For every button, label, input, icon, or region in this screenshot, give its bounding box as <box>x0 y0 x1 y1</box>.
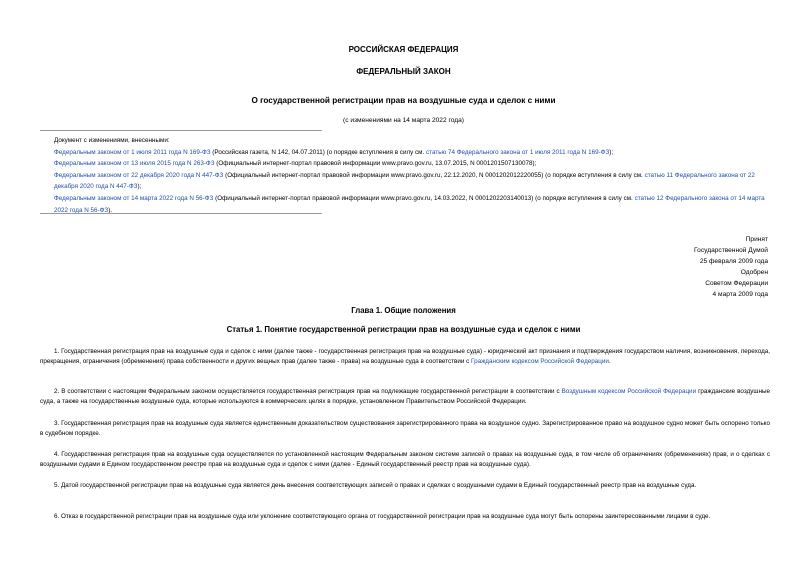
bottom-divider <box>40 213 322 214</box>
change-article-link[interactable]: статью 12 Федерального закона от 14 марта 2022 года N 56-ФЗ <box>54 194 765 214</box>
paragraph-5 <box>40 481 770 491</box>
top-divider <box>40 130 322 131</box>
paragraph-text: 4. Государственная регистрация прав на воздушные суда осуществляется по установленной настоящим Федеральным законом системе записей о правах на воздушные суда, в том числе об ограничениях (обременениях) прав, и о сделках с воздушными судами в Едином государственном реестре прав на воздушные суда и сделок с ними (далее - Единый государственный реестр прав на воздушные суда). <box>40 451 770 469</box>
edition-note: (с изменениями на 14 марта 2022 года) <box>343 117 464 124</box>
change-tail: ). <box>108 206 113 214</box>
change-article-link[interactable]: статью 11 Федерального закона от 22 декабря 2020 года N 447-ФЗ <box>54 171 755 191</box>
accepted-date: 25 февраля 2009 года <box>699 257 768 265</box>
change-item <box>40 170 770 193</box>
change-text: (Официальный интернет-портал правовой информации www.pravo.gov.ru, 22.12.2020, N 0001202012220055) (о порядке вступления в силу см. <box>223 171 645 179</box>
approved-label: Одобрен <box>740 268 768 276</box>
country-heading: РОССИЙСКАЯ ФЕДЕРАЦИЯ <box>348 45 459 54</box>
civil-code-link[interactable]: Гражданским кодексом Российской Федерации <box>471 358 609 366</box>
article-title: Статья 1. Понятие государственной регистрации прав на воздушные суда и сделок с ними <box>226 325 581 334</box>
change-text: (Российская газета, N 142, 04.07.2011) (о порядке вступления в силу см. <box>210 148 427 156</box>
paragraph-text: 6. Отказ в государственной регистрации прав на воздушные суда или уклонение соответствующего органа от государственной регистрации прав на воздушные суда могут быть оспорены заинтересованными лицами в суде. <box>54 513 711 520</box>
paragraph-text: 5. Датой государственной регистрации прав на воздушные суда является день внесения соответствующих записей о правах и сделках с воздушными судами в Единый государственный реестр прав на воздушные суда. <box>54 482 697 489</box>
paragraph-end: . <box>608 358 611 366</box>
adoption-block <box>694 235 768 300</box>
air-code-link[interactable]: Воздушным кодексом Российской Федерации <box>561 388 697 395</box>
change-article-link[interactable]: статью 74 Федерального закона от 1 июля 2011 года N 169-ФЗ <box>426 148 610 156</box>
change-text: (Официальный интернет-портал правовой информации www.pravo.gov.ru, 13.07.2015, N 0001201507130078); <box>214 160 537 168</box>
change-tail: ); <box>609 148 614 156</box>
change-law-link[interactable]: Федеральным законом от 13 июля 2015 года N 263-ФЗ <box>54 160 215 168</box>
change-text: (Официальный интернет-портал правовой информации www.pravo.gov.ru, 14.03.2022, N 0001202203140013) (о порядке вступления в силу см. <box>213 194 635 202</box>
changes-intro: Документ с изменениями, внесенными: <box>54 137 170 144</box>
paragraph-4 <box>40 450 770 471</box>
accepted-body: Государственной Думой <box>694 246 768 254</box>
change-item <box>40 147 770 159</box>
paragraph-end: гражданские воздушные суда, а также на государственные воздушные суда, которые используются в коммерческих целях в порядке, установленном Правительством Российской Федерации. <box>40 388 770 406</box>
change-law-link[interactable]: Федеральным законом от 1 июля 2011 года N 169-ФЗ <box>54 148 211 156</box>
approved-date: 4 марта 2009 года <box>712 290 768 298</box>
paragraph-text: 1. Государственная регистрация прав на воздушные суда и сделок с ними (далее также - государственная регистрация прав на воздушные суда) - юридический акт признания и подтверждения государством наличия, возникновения, перехода, прекращения, ограничения (обременения) права собственности и других вещных прав (далее также - права) на воздушные суда в соответствии с <box>40 348 770 366</box>
law-title: О государственной регистрации прав на воздушные суда и сделок с ними <box>251 96 556 105</box>
paragraph-3 <box>40 419 770 440</box>
change-item <box>40 158 770 170</box>
doc-type-heading: ФЕДЕРАЛЬНЫЙ ЗАКОН <box>356 67 451 76</box>
changes-block <box>40 135 770 216</box>
paragraph-1 <box>40 347 770 368</box>
change-law-link[interactable]: Федеральным законом от 22 декабря 2020 года N 447-ФЗ <box>54 171 224 179</box>
accepted-label: Принят <box>745 236 768 243</box>
approved-body: Советом Федерации <box>705 279 768 287</box>
chapter-title: Глава 1. Общие положения <box>351 306 456 315</box>
paragraph-text: 3. Государственная регистрация прав на воздушные суда является единственным доказательством существования зарегистрированного права на воздушное судно. Зарегистрированное право на воздушное судно может быть оспорено только в судебном порядке. <box>40 420 770 438</box>
paragraph-text: 2. В соответствии с настоящим Федеральным законом осуществляется государственная регистрация прав на подлежащие государственной регистрации в соответствии с <box>54 388 562 395</box>
paragraph-6 <box>40 512 770 522</box>
change-tail: ); <box>137 183 142 191</box>
paragraph-2 <box>40 387 770 408</box>
change-law-link[interactable]: Федеральным законом от 14 марта 2022 года N 56-ФЗ <box>54 194 214 202</box>
